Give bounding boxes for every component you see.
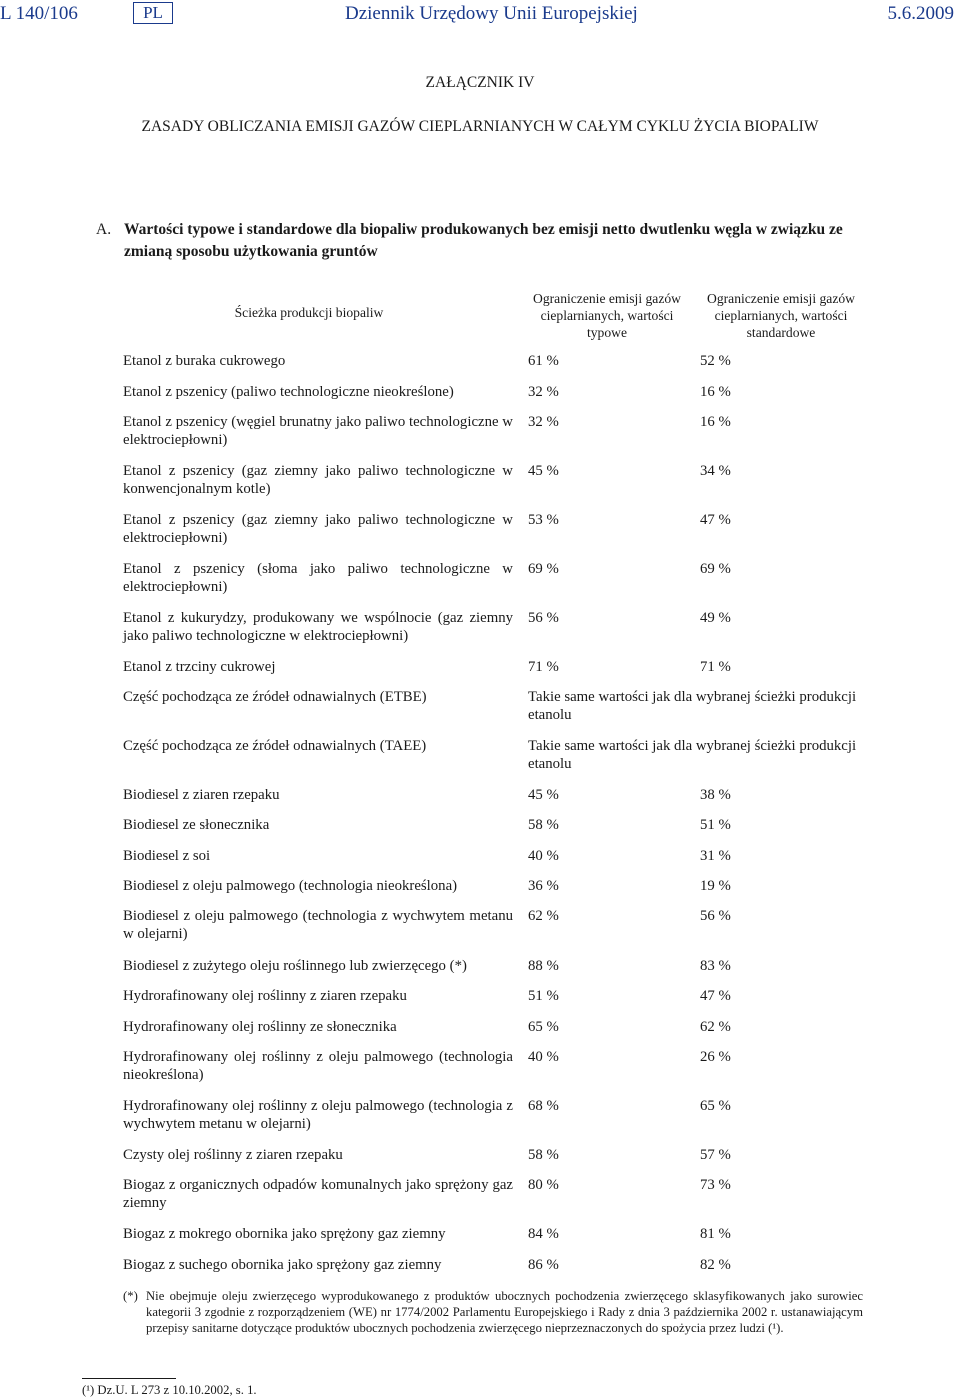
row-typical-value: 68 %	[528, 1098, 559, 1114]
column-header-default: Ograniczenie emisji gazów cieplarnianych, wartości standardowe	[707, 291, 855, 340]
row-typical-value: 61 %	[528, 353, 559, 369]
column-header-typical: Ograniczenie emisji gazów cieplarnianych, wartości typowe	[533, 291, 681, 340]
row-typical-value: 71 %	[528, 659, 559, 675]
footnote-divider	[82, 1378, 176, 1379]
row-default-value: 16 %	[700, 414, 731, 430]
row-typical-value: 51 %	[528, 988, 559, 1004]
row-default-value: 49 %	[700, 610, 731, 626]
row-path-name: Biodiesel ze słonecznika	[123, 817, 270, 833]
row-typical-value: 40 %	[528, 1049, 559, 1065]
row-default-value: 31 %	[700, 848, 731, 864]
section-title: Wartości typowe i standardowe dla biopaliw produkowanych bez emisji netto dwutlenku węgla w związku ze zmianą sposobu użytkowania gruntów	[124, 221, 843, 260]
row-typical-value: 36 %	[528, 878, 559, 894]
row-path-name: Biodiesel z ziaren rzepaku	[123, 787, 280, 803]
row-path-name: Biogaz z organicznych odpadów komunalnych jako sprężony gaz ziemny	[123, 1177, 513, 1211]
row-merged-value: Takie same wartości jak dla wybranej ścieżki produkcji etanolu	[528, 738, 857, 772]
publication-date: 5.6.2009	[887, 3, 954, 24]
row-default-value: 83 %	[700, 958, 731, 974]
row-typical-value: 84 %	[528, 1226, 559, 1242]
row-path-name: Etanol z trzciny cukrowej	[123, 659, 276, 675]
row-path-name: Biodiesel z soi	[123, 848, 211, 864]
row-default-value: 47 %	[700, 512, 731, 528]
column-header-path: Ścieżka produkcji biopaliw	[234, 305, 384, 320]
row-path-name: Hydrorafinowany olej roślinny ze słonecznika	[123, 1019, 397, 1035]
annex-label: ZAŁĄCZNIK IV	[425, 74, 535, 91]
row-path-name: Etanol z pszenicy (gaz ziemny jako paliwo technologiczne w konwencjonalnym kotle)	[123, 463, 513, 497]
row-default-value: 71 %	[700, 659, 731, 675]
section-letter: A.	[96, 221, 112, 238]
row-typical-value: 32 %	[528, 384, 559, 400]
row-path-name: Biodiesel z oleju palmowego (technologia z wychwytem metanu w olejarni)	[123, 908, 513, 942]
note-mark: (*)	[123, 1289, 138, 1303]
row-path-name: Etanol z pszenicy (paliwo technologiczne nieokreślone)	[123, 384, 454, 400]
row-default-value: 56 %	[700, 908, 731, 924]
row-typical-value: 40 %	[528, 848, 559, 864]
row-path-name: Część pochodząca ze źródeł odnawialnych (TAEE)	[123, 738, 427, 754]
row-path-name: Hydrorafinowany olej roślinny z oleju palmowego (technologia z wychwytem metanu w olejarni)	[123, 1098, 513, 1132]
row-typical-value: 58 %	[528, 1147, 559, 1163]
row-path-name: Etanol z kukurydzy, produkowany we wspólnocie (gaz ziemny jako paliwo technologiczne w elektrociepłowni)	[123, 610, 513, 644]
row-path-name: Etanol z buraka cukrowego	[123, 353, 286, 369]
row-default-value: 81 %	[700, 1226, 731, 1242]
row-path-name: Część pochodząca ze źródeł odnawialnych (ETBE)	[123, 689, 427, 705]
row-default-value: 26 %	[700, 1049, 731, 1065]
row-merged-value: Takie same wartości jak dla wybranej ścieżki produkcji etanolu	[528, 689, 857, 723]
row-path-name: Etanol z pszenicy (węgiel brunatny jako paliwo technologiczne w elektrociepłowni)	[123, 414, 513, 448]
row-default-value: 65 %	[700, 1098, 731, 1114]
row-default-value: 57 %	[700, 1147, 731, 1163]
row-path-name: Biogaz z mokrego obornika jako sprężony gaz ziemny	[123, 1226, 446, 1242]
row-default-value: 38 %	[700, 787, 731, 803]
page-header	[0, 0, 960, 30]
row-path-name: Hydrorafinowany olej roślinny z oleju palmowego (technologia nieokreślona)	[123, 1049, 513, 1083]
row-path-name: Hydrorafinowany olej roślinny z ziaren rzepaku	[123, 988, 407, 1004]
row-default-value: 51 %	[700, 817, 731, 833]
row-path-name: Biodiesel z zużytego oleju roślinnego lub zwierzęcego (*)	[123, 958, 467, 974]
journal-title: Dziennik Urzędowy Unii Europejskiej	[345, 3, 638, 24]
row-typical-value: 32 %	[528, 414, 559, 430]
row-default-value: 73 %	[700, 1177, 731, 1193]
row-path-name: Biogaz z suchego obornika jako sprężony gaz ziemny	[123, 1257, 442, 1273]
row-default-value: 82 %	[700, 1257, 731, 1273]
annex-heading: ZASADY OBLICZANIA EMISJI GAZÓW CIEPLARNIANYCH W CAŁYM CYKLU ŻYCIA BIOPALIW	[141, 118, 819, 135]
note-text: Nie obejmuje oleju zwierzęcego wyprodukowanego z produktów ubocznych pochodzenia zwierzęcego sklasyfikowanych jako surowiec kategorii 3 zgodnie z rozporządzeniem (WE) nr 1774/2002 Parlamentu Europejskiego i Rady z dnia 3 października 2002 r. ustanawiającym przepisy sanitarne dotyczące produktów ubocznych pochodzenia zwierzęcego nieprzeznaczonych do spożycia przez ludzi (¹).	[146, 1289, 863, 1335]
row-typical-value: 65 %	[528, 1019, 559, 1035]
row-typical-value: 88 %	[528, 958, 559, 974]
row-default-value: 34 %	[700, 463, 731, 479]
row-path-name: Czysty olej roślinny z ziaren rzepaku	[123, 1147, 343, 1163]
row-typical-value: 56 %	[528, 610, 559, 626]
row-typical-value: 86 %	[528, 1257, 559, 1273]
row-typical-value: 69 %	[528, 561, 559, 577]
language-badge: PL	[133, 2, 173, 24]
row-default-value: 19 %	[700, 878, 731, 894]
page-number: L 140/106	[0, 3, 78, 24]
row-default-value: 16 %	[700, 384, 731, 400]
row-typical-value: 53 %	[528, 512, 559, 528]
row-typical-value: 62 %	[528, 908, 559, 924]
footnote: (¹) Dz.U. L 273 z 10.10.2002, s. 1.	[82, 1383, 257, 1397]
row-default-value: 69 %	[700, 561, 731, 577]
row-path-name: Biodiesel z oleju palmowego (technologia nieokreślona)	[123, 878, 458, 894]
row-default-value: 52 %	[700, 353, 731, 369]
row-path-name: Etanol z pszenicy (słoma jako paliwo technologiczne w elektrociepłowni)	[123, 561, 513, 595]
row-default-value: 47 %	[700, 988, 731, 1004]
row-typical-value: 80 %	[528, 1177, 559, 1193]
row-typical-value: 45 %	[528, 463, 559, 479]
row-path-name: Etanol z pszenicy (gaz ziemny jako paliwo technologiczne w elektrociepłowni)	[123, 512, 513, 546]
row-typical-value: 58 %	[528, 817, 559, 833]
row-default-value: 62 %	[700, 1019, 731, 1035]
row-typical-value: 45 %	[528, 787, 559, 803]
